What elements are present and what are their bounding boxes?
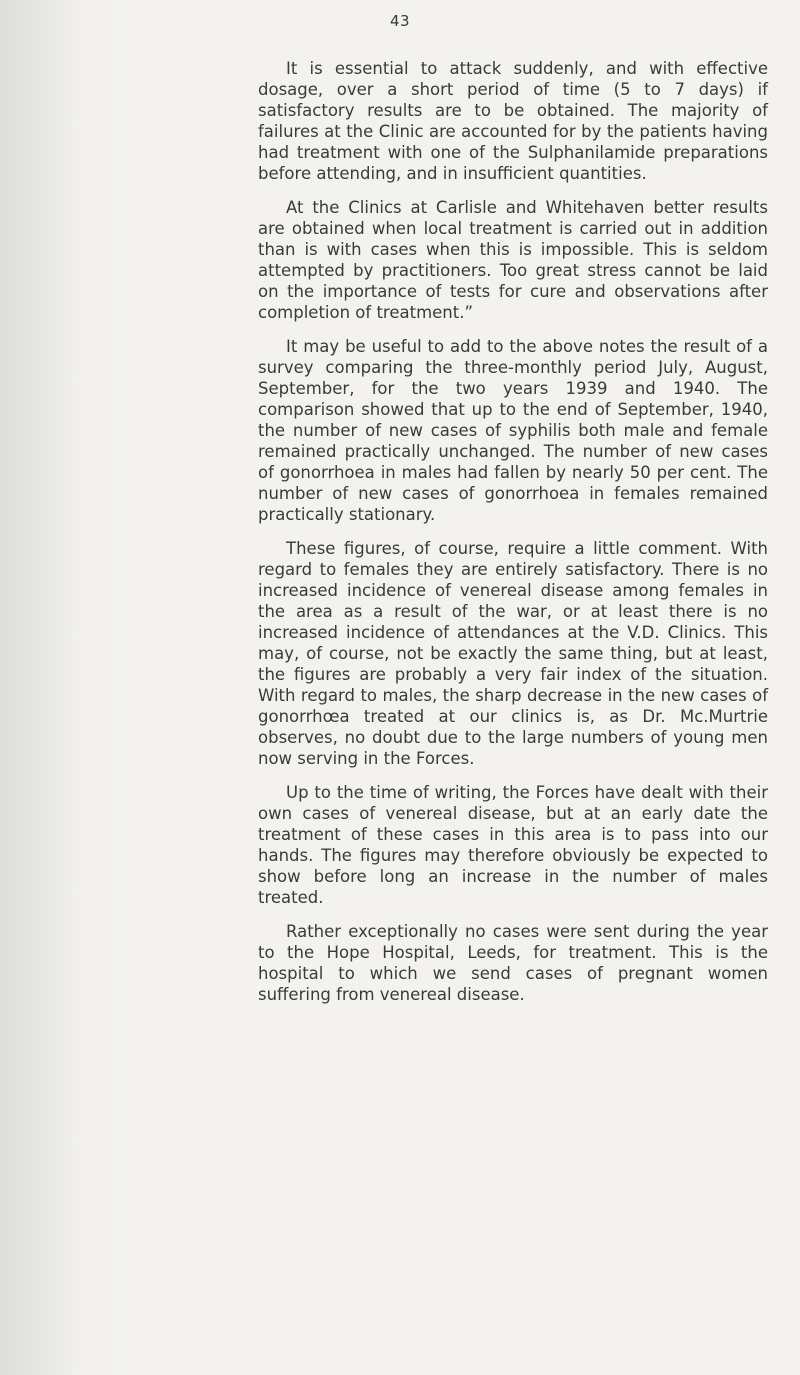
page-edge-shadow [0,0,130,1375]
document-body [258,58,768,1018]
paragraph-dosage: It is essential to attack suddenly, and with effective dosage, over a short period of time (5 to 7 days) if satisfactory results are to be obtained. The majority of failures at the Clinic are accounted for by the patients having had treatment with one of the Sulphanilamide preparations before attending, and in insufficient quantities. [258,59,768,183]
paragraph-survey: It may be useful to add to the above notes the result of a survey comparing the three-monthly period July, August, September, for the two years 1939 and 1940. The comparison showed that up to the end of September, 1940, the number of new cases of syphilis both male and female remained practically unchanged. The number of new cases of gonorrhoea in males had fallen by nearly 50 per cent. The number of new cases of gonorrhoea in females remained practically stationary. [258,337,768,524]
paragraph-forces: Up to the time of writing, the Forces have dealt with their own cases of venereal disease, but at an early date the treatment of these cases in this area is to pass into our hands. The figures may therefore obviously be expected to show before long an increase in the number of males treated. [258,783,768,907]
paragraph-figures-comment: These figures, of course, require a little comment. With regard to females they are entirely satisfactory. There is no increased incidence of venereal disease among females in the area as a result of the war, or at least there is no increased incidence of attendances at the V.D. Clinics. This may, of course, not be exactly the same thing, but at least, the figures are probably a very fair index of the situation. With regard to males, the sharp decrease in the new cases of gonorrhœa treated at our clinics is, as Dr. Mc.Murtrie observes, no doubt due to the large numbers of young men now serving in the Forces. [258,539,768,768]
paragraph-clinics: At the Clinics at Carlisle and Whitehaven better results are obtained when local treatment is carried out in addition than is with cases when this is impossible. This is seldom attempted by practitioners. Too great stress cannot be laid on the importance of tests for cure and observations after completion of treatment.” [258,198,768,322]
page-number: 43 [389,12,411,30]
paragraph-hope-hospital: Rather exceptionally no cases were sent during the year to the Hope Hospital, Leeds, for treatment. This is the hospital to which we send cases of pregnant women suffering from venereal disease. [258,922,768,1004]
